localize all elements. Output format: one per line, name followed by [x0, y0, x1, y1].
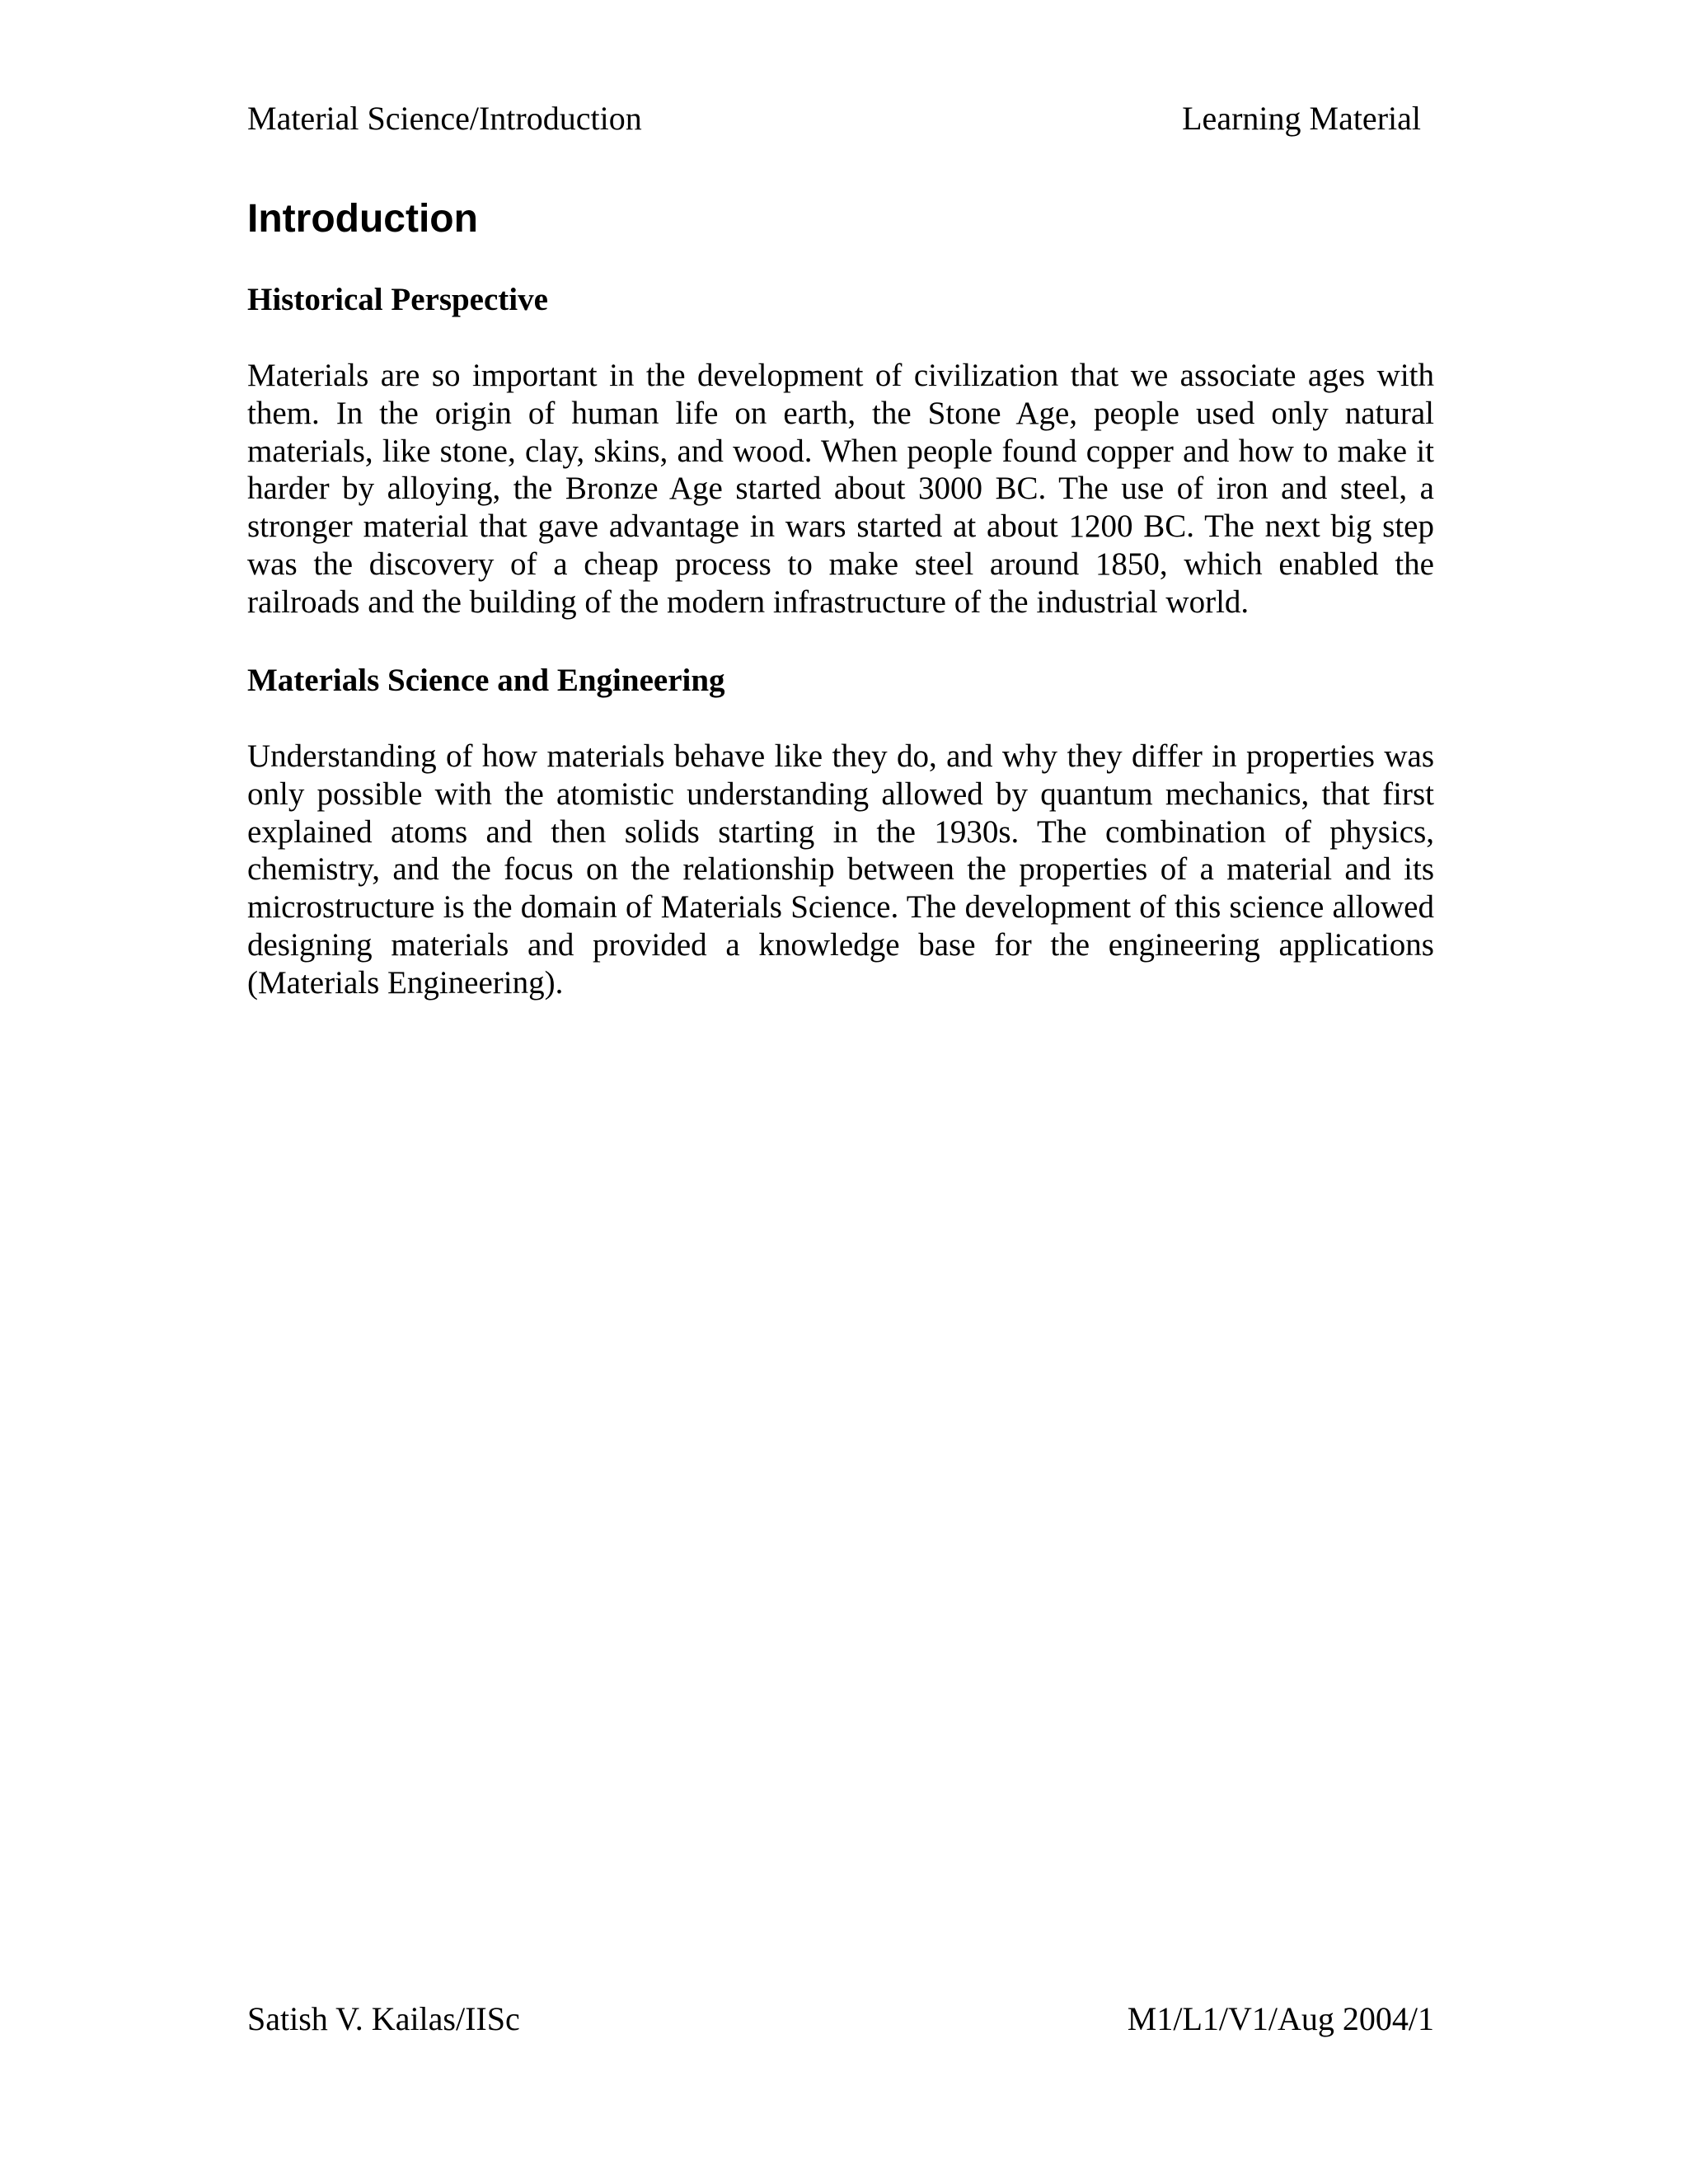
section-body-historical-perspective: Materials are so important in the development of civilization that we associate ages with them. In the origin of human life on earth, the Stone Age, people used only natural materials, like stone, clay, skins, and wood. When people found copper and how to make it harder by alloying, the Bronze Age started about 3000 BC. The use of iron and steel, a stronger material that gave advantage in wars started at about 1200 BC. The next big step was the discovery of a cheap process to make steel around 1850, which enabled the railroads and the building of the modern infrastructure of the industrial world.: [247, 358, 1434, 620]
running-header: [247, 97, 1434, 140]
page-title: Introduction: [247, 197, 478, 241]
running-footer: [247, 1998, 1434, 2041]
section-body-materials-science-engineering: Understanding of how materials behave like they do, and why they differ in properties was only possible with the atomistic understanding allowed by quantum mechanics, that first explained atoms and then solids starting in the 1930s. The combination of physics, chemistry, and the focus on the relationship between the properties of a material and its microstructure is the domain of Materials Science. The development of this science allowed designing materials and provided a knowledge base for the engineering applications (Materials Engineering).: [247, 738, 1434, 1001]
footer-document-code: M1/L1/V1/Aug 2004/1: [1127, 2000, 1434, 2037]
section-heading-historical-perspective: Historical Perspective: [247, 282, 548, 317]
document-page: [247, 0, 1434, 2184]
header-document-type: Learning Material: [1182, 100, 1421, 137]
section-heading-materials-science-engineering: Materials Science and Engineering: [247, 663, 725, 698]
footer-author: Satish V. Kailas/IISc: [247, 2000, 520, 2037]
header-course-title: Material Science/Introduction: [247, 100, 642, 137]
